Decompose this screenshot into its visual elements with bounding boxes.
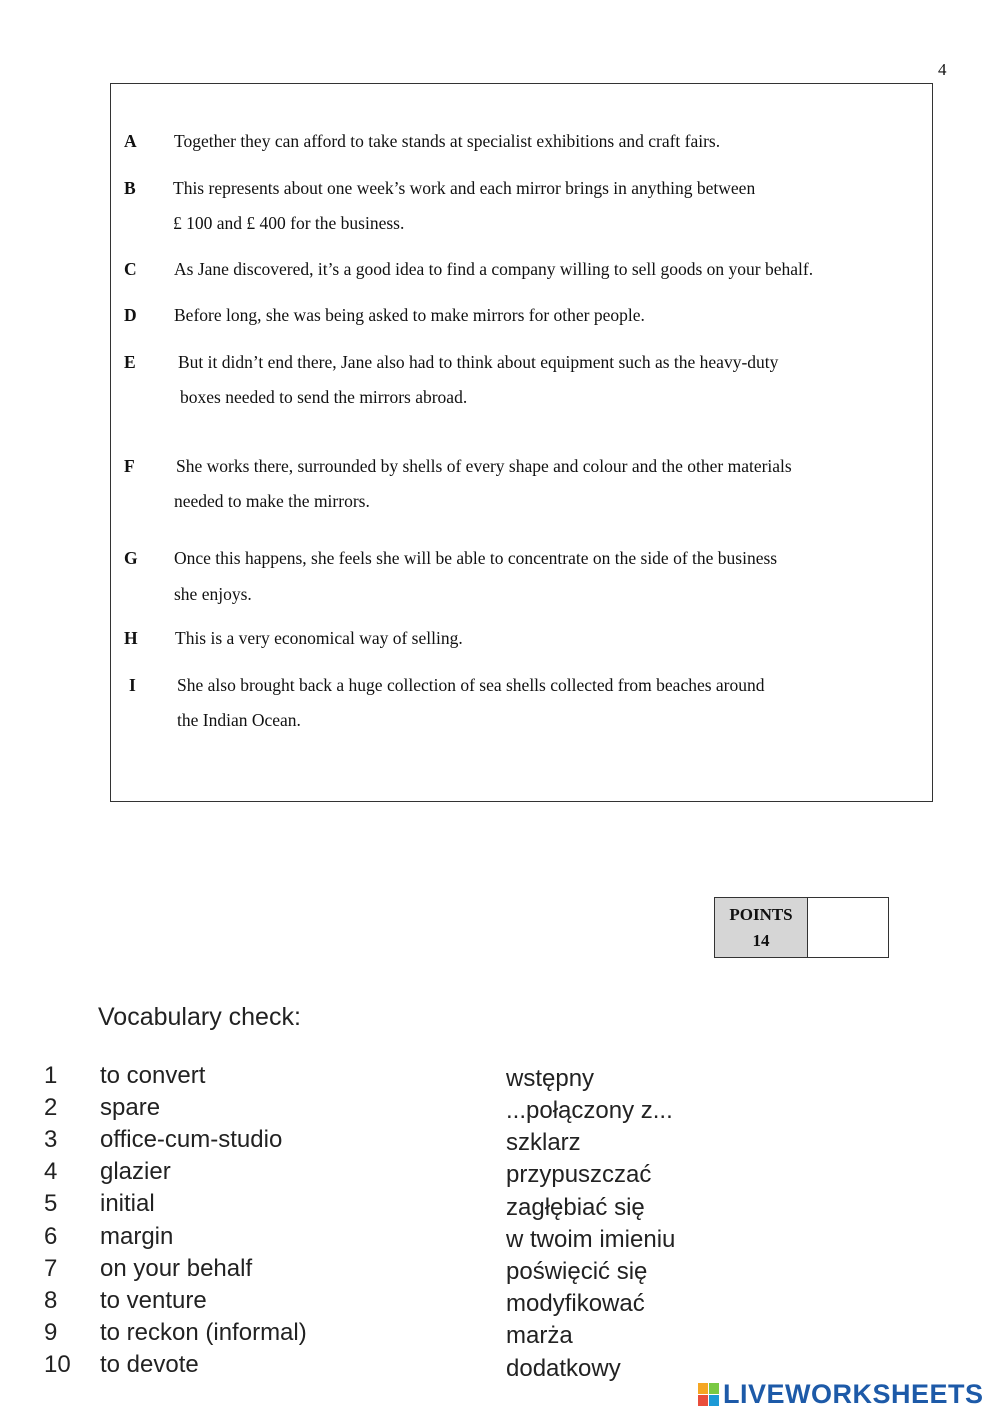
vocab-number: 2 <box>44 1094 58 1121</box>
vocab-term: glazier <box>100 1158 171 1185</box>
option-text-line: she enjoys. <box>174 584 252 604</box>
vocab-number: 1 <box>44 1062 58 1089</box>
option-text-line: Once this happens, she feels she will be able to concentrate on the side of the business <box>174 548 778 568</box>
option-text-line: needed to make the mirrors. <box>174 491 370 511</box>
option-letter: G <box>124 548 138 568</box>
option-text-line: This represents about one week’s work and each mirror brings in anything between <box>173 178 756 198</box>
vocab-translation: ...połączony z... <box>506 1097 673 1124</box>
vocab-term: spare <box>100 1094 161 1121</box>
vocab-term: on your behalf <box>100 1255 253 1282</box>
vocab-term: to venture <box>100 1287 207 1314</box>
vocab-translation: szklarz <box>506 1129 581 1156</box>
vocab-translation: w twoim imieniu <box>506 1226 676 1253</box>
vocab-translation: dodatkowy <box>506 1355 621 1382</box>
option-letter: E <box>124 352 136 372</box>
vocab-translation: marża <box>506 1322 573 1349</box>
vocab-term: to reckon (informal) <box>100 1319 307 1346</box>
logo-text: LIVEWORKSHEETS <box>723 1378 984 1409</box>
option-text-line: £ 100 and £ 400 for the business. <box>173 213 405 233</box>
option-letter: A <box>124 131 137 151</box>
option-text-line: This is a very economical way of selling. <box>175 628 463 648</box>
vocab-term: to devote <box>100 1351 199 1378</box>
option-letter: F <box>124 456 135 476</box>
option-text-line: the Indian Ocean. <box>177 710 301 730</box>
liveworksheets-logo <box>698 1377 984 1411</box>
points-box <box>714 897 889 958</box>
points-answer-field[interactable] <box>808 898 888 957</box>
option-text-line: But it didn’t end there, Jane also had to think about equipment such as the heavy-duty <box>178 352 779 372</box>
vocab-number: 9 <box>44 1319 58 1346</box>
vocab-number: 5 <box>44 1190 58 1217</box>
option-text-line: She also brought back a huge collection of sea shells collected from beaches around <box>177 675 765 695</box>
points-value: 14 <box>752 931 770 950</box>
option-text-line: boxes needed to send the mirrors abroad. <box>180 387 468 407</box>
points-title: POINTS <box>729 905 793 924</box>
vocab-translation: przypuszczać <box>506 1161 652 1188</box>
vocab-number: 4 <box>44 1158 58 1185</box>
vocab-number: 3 <box>44 1126 58 1153</box>
vocab-number: 7 <box>44 1255 58 1282</box>
option-text-line: Before long, she was being asked to make mirrors for other people. <box>174 305 645 325</box>
vocab-translation: modyfikować <box>506 1290 645 1317</box>
vocab-term: office-cum-studio <box>100 1126 283 1153</box>
option-letter: C <box>124 259 137 279</box>
logo-icon <box>698 1383 719 1406</box>
option-text-line: As Jane discovered, it’s a good idea to find a company willing to sell goods on your behalf. <box>174 259 814 279</box>
page-number: 4 <box>938 60 947 79</box>
vocab-number: 10 <box>44 1351 71 1378</box>
vocab-number: 8 <box>44 1287 58 1314</box>
option-letter: D <box>124 305 137 325</box>
vocab-translation: zagłębiać się <box>506 1194 645 1221</box>
option-text-line: She works there, surrounded by shells of every shape and colour and the other materials <box>176 456 792 476</box>
option-letter: I <box>129 675 136 695</box>
option-text-line: Together they can afford to take stands at specialist exhibitions and craft fairs. <box>174 131 721 151</box>
vocab-term: margin <box>100 1223 174 1250</box>
points-label <box>715 898 808 957</box>
vocab-number: 6 <box>44 1223 58 1250</box>
option-letter: H <box>124 628 138 648</box>
vocab-title: Vocabulary check: <box>98 1003 301 1031</box>
vocab-term: to convert <box>100 1062 206 1089</box>
vocab-translation: wstępny <box>506 1065 595 1092</box>
vocab-translation: poświęcić się <box>506 1258 648 1285</box>
vocab-term: initial <box>100 1190 155 1217</box>
option-letter: B <box>124 178 136 198</box>
